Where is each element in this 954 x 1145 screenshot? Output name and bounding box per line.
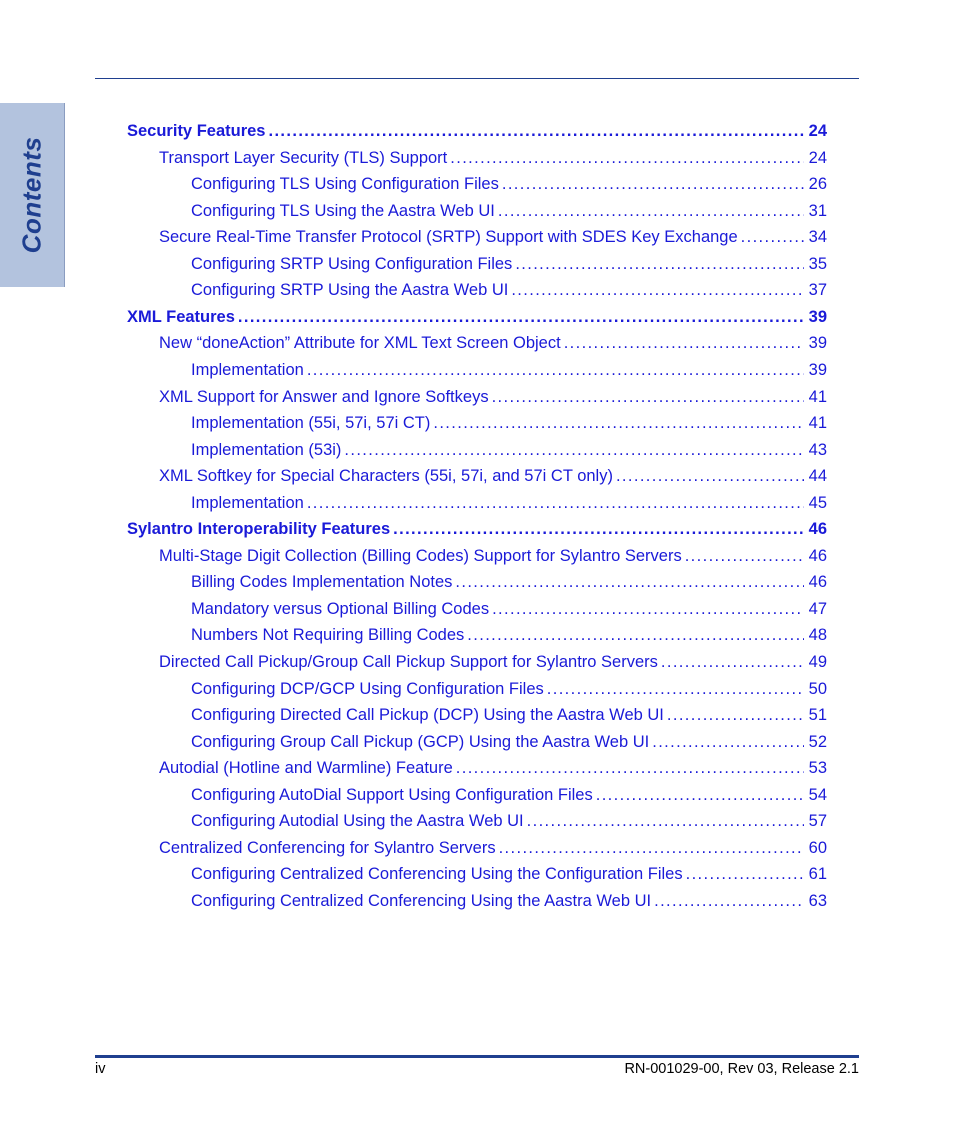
toc-entry[interactable] (191, 278, 827, 302)
toc-dot-leader (547, 677, 804, 701)
toc-entry[interactable] (191, 783, 827, 807)
toc-entry[interactable] (191, 411, 827, 435)
toc-entry-title: Security Features (127, 122, 266, 140)
toc-dot-leader (492, 597, 804, 621)
toc-dot-leader (268, 119, 804, 143)
toc-entry-page: 61 (808, 865, 827, 884)
toc-entry-title: Configuring SRTP Using Configuration Files (191, 254, 513, 273)
toc-entry-page: 26 (808, 175, 827, 194)
toc-entry[interactable] (127, 305, 827, 329)
toc-entry[interactable] (127, 119, 827, 143)
toc-entry-title: Directed Call Pickup/Group Call Pickup Support for Sylantro Servers (159, 653, 658, 671)
toc-entry-title: Configuring Autodial Using the Aastra Web UI (191, 812, 524, 831)
toc-dot-leader (393, 517, 804, 541)
toc-entry-title: Configuring SRTP Using the Aastra Web UI (191, 281, 509, 300)
footer-rule (95, 1055, 859, 1058)
toc-dot-leader (498, 199, 804, 223)
toc-entry[interactable] (191, 199, 827, 223)
toc-dot-leader (685, 544, 804, 568)
toc-entry[interactable] (191, 862, 827, 886)
toc-dot-leader (492, 385, 804, 409)
toc-entry-page: 60 (808, 838, 827, 857)
toc-entry[interactable] (191, 889, 827, 913)
toc-entry-page: 50 (808, 679, 827, 698)
toc-entry-title: Implementation (191, 493, 304, 512)
toc-entry[interactable] (191, 597, 827, 621)
toc-entry[interactable] (191, 252, 827, 276)
toc-entry-page: 44 (808, 467, 827, 486)
toc-dot-leader (307, 491, 804, 515)
toc-entry-title: Implementation (55i, 57i, 57i CT) (191, 414, 431, 433)
toc-dot-leader (667, 703, 804, 727)
toc-entry[interactable] (159, 756, 827, 780)
toc-entry-title: New “doneAction” Attribute for XML Text Screen Object (159, 334, 561, 353)
toc-entry[interactable] (191, 358, 827, 382)
toc-entry-title: Secure Real-Time Transfer Protocol (SRTP) Support with SDES Key Exchange (159, 228, 738, 247)
toc-entry-title: Configuring TLS Using Configuration Files (191, 175, 499, 194)
toc-entry-title: Configuring DCP/GCP Using Configuration Files (191, 679, 544, 698)
toc-dot-leader (652, 730, 804, 754)
toc-entry[interactable] (191, 703, 827, 727)
toc-entry-page: 45 (808, 493, 827, 512)
toc-entry-page: 54 (808, 785, 827, 804)
toc-dot-leader (450, 146, 804, 170)
toc-entry-title: XML Features (127, 307, 235, 326)
toc-entry-page: 48 (808, 626, 827, 645)
toc-entry[interactable] (159, 225, 827, 249)
toc-entry[interactable] (191, 623, 827, 647)
toc-entry[interactable] (159, 836, 827, 860)
toc-entry[interactable] (191, 172, 827, 196)
toc-dot-leader (527, 809, 804, 833)
toc-entry-page: 31 (808, 201, 827, 220)
toc-entry[interactable] (159, 331, 827, 355)
toc-dot-leader (456, 756, 804, 780)
toc-entry-page: 41 (808, 414, 827, 433)
footer-page-number: iv (95, 1061, 106, 1077)
toc-entry[interactable] (191, 491, 827, 515)
toc-entry-page: 46 (808, 520, 827, 539)
toc-entry-title: Configuring TLS Using the Aastra Web UI (191, 201, 495, 220)
toc-entry-title: Autodial (Hotline and Warmline) Feature (159, 759, 453, 778)
toc-dot-leader (499, 836, 804, 860)
toc-entry-page: 43 (808, 440, 827, 459)
toc-entry-page: 41 (808, 387, 827, 406)
toc-dot-leader (307, 358, 804, 382)
toc-entry[interactable] (191, 809, 827, 833)
toc-entry-title: Multi-Stage Digit Collection (Billing Codes) Support for Sylantro Servers (159, 546, 682, 565)
toc-entry-title: Numbers Not Requiring Billing Codes (191, 626, 465, 645)
toc-entry[interactable] (191, 730, 827, 754)
toc-entry[interactable] (191, 570, 827, 594)
toc-entry-title: Implementation (53i) (191, 440, 342, 459)
toc-entry-page: 47 (808, 599, 827, 618)
side-tab-label: Contents (16, 136, 47, 254)
toc-entry-page: 51 (808, 706, 827, 725)
footer-doc-id: RN-001029-00, Rev 03, Release 2.1 (624, 1061, 859, 1077)
toc-entry-page: 24 (808, 122, 827, 140)
toc-entry-page: 49 (808, 653, 827, 671)
toc-entry-title: XML Softkey for Special Characters (55i, 57i, and 57i CT only) (159, 467, 613, 486)
toc-entry[interactable] (191, 677, 827, 701)
toc-entry[interactable] (159, 650, 827, 674)
toc-entry[interactable] (159, 464, 827, 488)
toc-entry-title: Configuring AutoDial Support Using Configuration Files (191, 785, 593, 804)
toc-dot-leader (686, 862, 804, 886)
toc-entry-page: 39 (808, 307, 827, 326)
toc-dot-leader (502, 172, 804, 196)
toc-entry-title: Configuring Centralized Conferencing Using the Configuration Files (191, 865, 683, 884)
toc-entry-page: 57 (808, 812, 827, 831)
toc-entry-title: Configuring Directed Call Pickup (DCP) Using the Aastra Web UI (191, 706, 664, 725)
toc-entry[interactable] (159, 146, 827, 170)
toc-dot-leader (238, 305, 804, 329)
toc-entry[interactable] (191, 438, 827, 462)
toc-entry-page: 35 (808, 254, 827, 273)
toc-entry-title: Billing Codes Implementation Notes (191, 573, 453, 592)
toc-entry-page: 39 (808, 334, 827, 353)
toc-dot-leader (433, 411, 804, 435)
toc-entry-page: 37 (808, 281, 827, 300)
toc-entry[interactable] (159, 385, 827, 409)
toc-entry[interactable] (159, 544, 827, 568)
toc-entry-page: 53 (808, 759, 827, 778)
toc-entry[interactable] (127, 517, 827, 541)
toc-entry-page: 24 (808, 148, 827, 167)
toc-dot-leader (455, 570, 804, 594)
toc-entry-page: 52 (808, 732, 827, 751)
toc-entry-title: Sylantro Interoperability Features (127, 520, 391, 539)
toc-entry-page: 46 (808, 573, 827, 592)
toc-entry-title: XML Support for Answer and Ignore Softkeys (159, 387, 489, 406)
toc-dot-leader (616, 464, 804, 488)
toc-entry-title: Configuring Centralized Conferencing Using the Aastra Web UI (191, 891, 652, 910)
toc-entry-title: Mandatory versus Optional Billing Codes (191, 599, 490, 618)
toc-entry-page: 39 (808, 360, 827, 379)
toc-dot-leader (515, 252, 804, 276)
toc-entry-page: 34 (808, 228, 827, 247)
toc-entry-page: 63 (808, 891, 827, 910)
toc-entry-title: Transport Layer Security (TLS) Support (159, 148, 448, 167)
toc-dot-leader (741, 225, 804, 249)
toc-dot-leader (654, 889, 804, 913)
toc-entry-page: 46 (808, 546, 827, 565)
toc-entry-title: Configuring Group Call Pickup (GCP) Using the Aastra Web UI (191, 732, 650, 751)
toc-dot-leader (467, 623, 804, 647)
toc-entry-title: Centralized Conferencing for Sylantro Servers (159, 838, 496, 857)
toc-dot-leader (564, 331, 804, 355)
contents-side-tab (0, 103, 65, 287)
toc-entry-title: Implementation (191, 360, 304, 379)
toc-dot-leader (344, 438, 804, 462)
toc-dot-leader (511, 278, 804, 302)
toc-dot-leader (661, 650, 804, 674)
header-rule (95, 78, 859, 79)
toc-dot-leader (596, 783, 804, 807)
